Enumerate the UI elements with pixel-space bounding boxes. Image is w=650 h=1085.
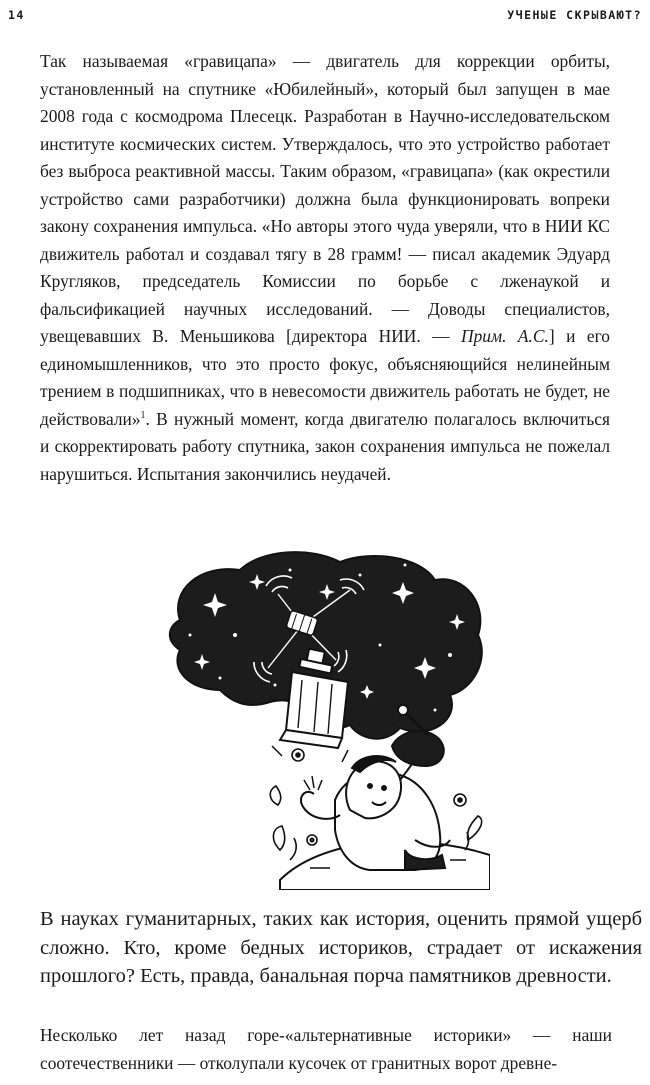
quote-paragraph: Так называемая «гравицапа» — двигатель для коррекции орбиты, установленный на спутнике «Юбилейный», который был запущен в мае 2008 года с космодрома Плесецк. Разработан в Научно-исследовательском институте космических систем. Утверждалось, что это устройство работает без выброса реактивной массы. Таким образом, «гравицапа» (как окрестили устройство сами разработчики) должна была функционировать вопреки закону сохранения импульса. «Но авторы этого чуда уверяли, что в НИИ КС движитель работал и создавал тягу в 28 грамм! — писал академик Эдуард Кругляков, председатель Комиссии по борьбе с лженаукой и фальсификацией научных исследований. — Доводы специалистов, увещевавших В. Меньшикова [директора НИИ. — Прим. А.С.] и его единомышленников, что это просто фокус, объясняющийся нелинейным трением в подшипниках, что в невесомости движитель работать не будет, не действовали»$^1$. В нужный момент, когда двигателю полагалось включиться и скорректировать работу спутника, закон сохранения импульса не пожелал нарушиться. Испытания закончились неудачей.: [40, 51, 610, 484]
paragraph-1: В науках гуманитарных, таких как история, оценить прямой ущерб сложно. Кто, кроме бедных историков, страдает от искажения прошлого? Есть, правда, банальная порча памятников древности.: [40, 908, 642, 987]
running-header: [8, 8, 642, 28]
editor-note: Прим. А.С.: [461, 326, 549, 346]
quote-block: [40, 48, 610, 488]
footnote-marker[interactable]: 1: [140, 409, 146, 421]
running-title: УЧЕНЫЕ СКРЫВАЮТ?: [507, 8, 642, 22]
illustration: [160, 550, 490, 890]
paragraph-2: Несколько лет назад горе-«альтернативные историки» — наши соотечественники — отколупали кусочек от гранитных ворот древне-: [40, 1025, 612, 1073]
page-number: 14: [8, 8, 25, 22]
